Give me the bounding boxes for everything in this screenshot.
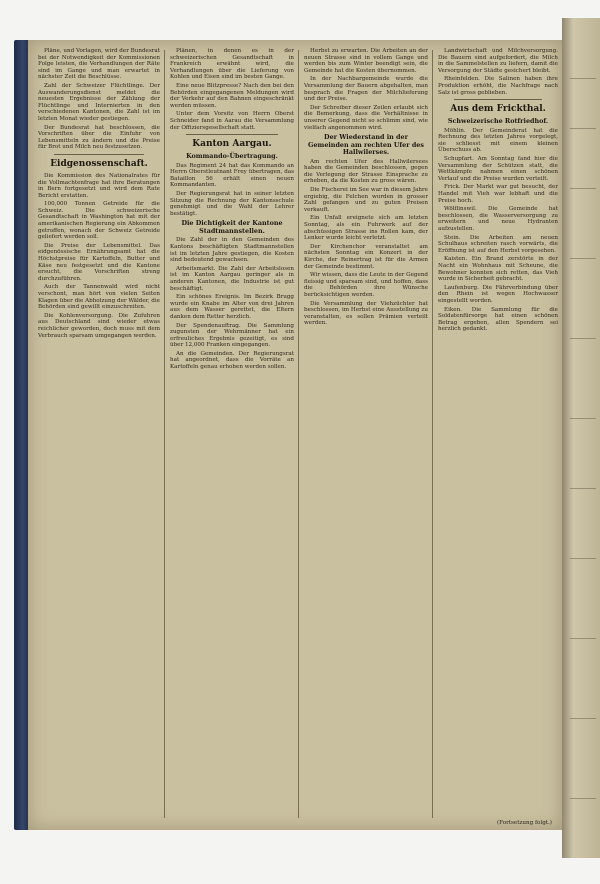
article-paragraph: Der Schreiber dieser Zeilen erlaubt sich die Bemerkung, dass die Verhältnisse in unserer Gegend nicht so schlimm sind, wie vielfach angenommen wird. — [304, 104, 428, 131]
divider — [454, 99, 542, 100]
article-paragraph: Ein schönes Ereignis. Im Bezirk Brugg wurde ein Knabe im Alter von drei Jahren aus dem Wasser gerettet, die Eltern danken dem Retter herzlich. — [170, 294, 294, 320]
article-paragraph: Laufenburg. Die Fährverbindung über den Rhein ist wegen Hochwasser eingestellt worden. — [438, 284, 558, 304]
article-paragraph: Ein Unfall ereignete sich am letzten Sonntag, als ein Fuhrwerk auf der abschüssigen Strasse ins Rollen kam, der Lenker wurde leicht verletzt. — [304, 215, 428, 242]
article-paragraph: Pläne, und Vorlagen, wird der Bundesrat bei der Notwendigkeit der Kommissionen Folge leisten, die Verhandlungen der Räte sind im Gange und man erwartet in nächster Zeit die Beschlüsse. — [38, 48, 160, 81]
article-subheading: Schweizerische Rotfriedhof. — [447, 117, 549, 126]
article-paragraph: Eiken. Die Sammlung für die Soldatenfürsorge hat einen schönen Betrag ergeben, allen Spendern sei herzlich gedankt. — [438, 306, 558, 333]
article-paragraph: Möhlin. Der Gemeinderat hat die Rechnung des letzten Jahres vorgelegt, sie schliesst mit einem kleinen Überschuss ab. — [438, 127, 558, 154]
column-2 — [170, 48, 294, 820]
column-rule — [432, 50, 433, 818]
article-paragraph: Der Kirchenchor veranstaltet am nächsten Sonntag ein Konzert in der Kirche, der Reinertrag ist für die Armen der Gemeinde bestimmt. — [304, 243, 428, 270]
article-paragraph: Das Regiment 24 hat das Kommando an Herrn Oberstleutnant Frey übertragen, das Bataillon 56 erhält einen neuen Kommandanten. — [170, 162, 294, 189]
article-paragraph: Der Spendenauftrag. Die Sammlung zugunsten der Wehrmänner hat ein erfreuliches Ergebnis gezeitigt, es sind über 12,000 Franken eingegangen. — [170, 322, 294, 349]
article-paragraph: Wölflinswil. Die Gemeinde hat beschlossen, die Wasserversorgung zu erweitern und neue Hydranten aufzustellen. — [438, 206, 558, 232]
article-paragraph: Plänen, in denen es in der schweizerischen Gesandtschaft in Frankreich erwähnt wird, die Verhandlungen über die Lieferung von Kohlen und Eisen sind im besten Gange. — [170, 48, 294, 81]
article-paragraph: Rheinfelden. Die Salinen haben ihre Produktion erhöht, die Nachfrage nach Salz ist gross geblieben. — [438, 76, 558, 96]
article-paragraph: Landwirtschaft und Milchversorgung. Die Bauern sind aufgefordert, die Milch in die Sammelstellen zu liefern, damit die Versorgung der Städte gesichert bleibt. — [438, 48, 558, 74]
article-paragraph: An die Gemeinden. Der Regierungsrat hat angeordnet, dass die Vorräte an Kartoffeln genau erhoben werden sollen. — [170, 350, 294, 371]
section-heading: Eidgenossenschaft. — [50, 158, 148, 169]
article-paragraph: Die Kohlenversorgung. Die Zufuhren aus Deutschland sind wieder etwas reichlicher geworden, doch muss mit dem Verbrauch sparsam umgegangen werden. — [38, 312, 160, 339]
article-subheading: Kommando-Übertragung. — [186, 152, 278, 161]
column-3 — [304, 48, 428, 820]
article-paragraph: Die Kommission des Nationalrates für die Vollmachtenfrage hat ihre Beratungen in Bern fortgesetzt und wird dem Rate Bericht erstatten. — [38, 172, 160, 199]
article-paragraph: Frick. Der Markt war gut besucht, der Handel mit Vieh war lebhaft und die Preise hoch. — [438, 184, 558, 204]
article-paragraph: In der Nachbargemeinde wurde die Versammlung der Bauern abgehalten, man besprach die Fragen der Milchlieferung und der Preise. — [304, 76, 428, 103]
column-rule — [298, 50, 299, 818]
article-paragraph: Der Regierungsrat hat in seiner letzten Sitzung die Rechnung der Kantonsschule genehmigt und die Wahl der Lehrer bestätigt. — [170, 191, 294, 217]
article-subheading: Der Wiederstand in der Gemeinden am rechten Ufer des Hallwilerses. — [308, 133, 424, 157]
next-page-edge — [562, 18, 600, 858]
article-paragraph: Die Versammlung der Viehzüchter hat beschlossen, im Herbst eine Ausstellung zu veranstalten, es sollen Prämien verteilt werden. — [304, 300, 428, 327]
section-heading: Kanton Aargau. — [192, 139, 272, 150]
column-rule — [164, 50, 165, 818]
article-paragraph: Kaisten. Ein Brand zerstörte in der Nacht ein Wohnhaus mit Scheune, die Bewohner konnten sich retten, das Vieh wurde in Sicherheit gebracht. — [438, 256, 558, 283]
article-paragraph: 100,000 Tonnen Getreide für die Schweiz. Die schweizerische Gesandtschaft in Washington hat mit der amerikanischen Regierung ein Abkommen getroffen, wonach der Schweiz Getreide geliefert werden soll. — [38, 201, 160, 241]
section-heading: Aus dem Frickthal. — [450, 104, 546, 115]
column-1 — [38, 48, 160, 820]
divider — [54, 154, 144, 155]
article-paragraph: Arbeitsmarkt. Die Zahl der Arbeitslosen ist im Kanton Aargau geringer als in anderen Kantonen, die Industrie ist gut beschäftigt. — [170, 265, 294, 292]
article-paragraph: Zahl der Schweizer Flüchtlinge. Der Auswanderungsdienst meldet die neuesten Ergebnisse der Zählung der Flüchtlinge und Internierten in den verschiedenen Kantonen, die Zahl ist im letzten Monat wieder gestiegen. — [38, 82, 160, 122]
article-paragraph: Eine neue Blitzpresse? Nach den bei den Behörden eingegangenen Meldungen wird der Verkehr auf den Bahnen eingeschränkt werden müssen. — [170, 82, 294, 109]
article-subheading: Die Dichtigkeit der Kantone Stadtmannstellen. — [181, 219, 283, 235]
newspaper-page — [28, 40, 562, 830]
article-paragraph: Die Preise der Lebensmittel. Das eidgenössische Ernährungsamt hat die Höchstpreise für Kartoffeln, Butter und Käse neu festgesetzt und die Kantone ersucht, die Vorschriften streng durchzuführen. — [38, 242, 160, 282]
article-paragraph: Am rechten Ufer des Hallwilersees haben die Gemeinden beschlossen, gegen die Verlegung der Strasse Einsprache zu erheben, da die Kosten zu gross wären. — [304, 158, 428, 185]
article-paragraph: Der Bundesrat hat beschlossen, die Vorschriften über die Einfuhr von Lebensmitteln zu ändern und die Preise für Brot und Milch neu festzusetzen. — [38, 124, 160, 151]
column-4 — [438, 48, 558, 820]
article-paragraph: Schupfart. Am Sonntag fand hier die Versammlung der Schützen statt, die Wettkämpfe nahmen einen schönen Verlauf und die Preise wurden verteilt. — [438, 156, 558, 182]
article-paragraph: Wir wissen, dass die Leute in der Gegend fleissig und sparsam sind, und hoffen, dass die Behörden ihre Wünsche berücksichtigen werden. — [304, 272, 428, 298]
article-paragraph: Herbst zu erwarten. Die Arbeiten an der neuen Strasse sind in vollem Gange und werden bis zum Winter beendigt sein, die Gemeinde hat die Kosten übernommen. — [304, 48, 428, 74]
article-paragraph: Unter dem Vorsitz von Herrn Oberst Schneider fand in Aarau die Versammlung der Offiziersgesellschaft statt. — [170, 111, 294, 131]
article-paragraph: Die Fischerei im See war in diesem Jahre ergiebig, die Felchen wurden in grosser Zahl gefangen und zu guten Preisen verkauft. — [304, 187, 428, 213]
article-paragraph: Die Zahl der in den Gemeinden des Kantons beschäftigten Stadtmannstellen ist im letzten Jahre gestiegen, die Kosten sind bedeutend gewachsen. — [170, 237, 294, 264]
article-paragraph: Stein. Die Arbeiten am neuen Schulhaus schreiten rasch vorwärts, die Eröffnung ist auf den Herbst vorgesehen. — [438, 234, 558, 254]
divider — [186, 134, 278, 135]
continuation-note: (Fortsetzung folgt.) — [496, 820, 552, 826]
article-paragraph: Auch der Tannenwald wird nicht verschont, man hört von vielen Seiten Klagen über die Abholzung der Wälder, die Behörden sind gewillt einzuschreiten. — [38, 284, 160, 311]
